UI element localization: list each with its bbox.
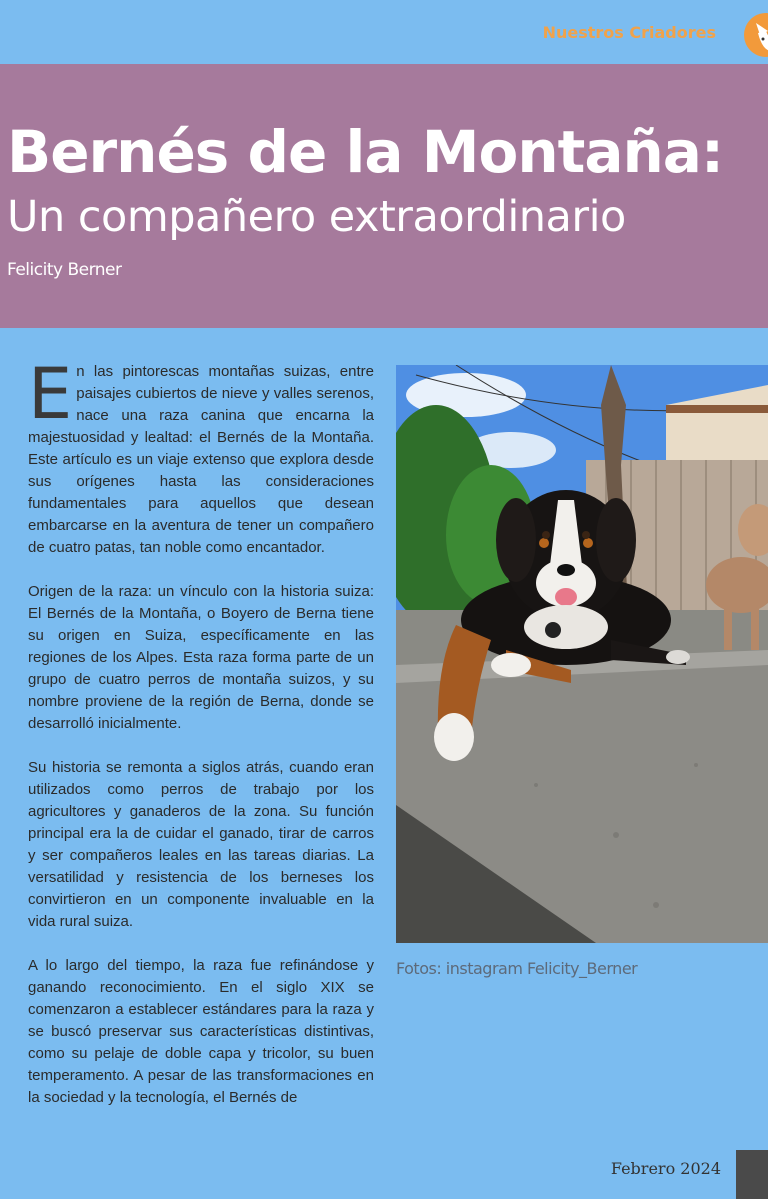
article-author: Felicity Berner — [7, 260, 122, 280]
page-tab — [736, 1150, 768, 1199]
paragraph-1-text: n las pintorescas montañas suizas, entre paisajes cubiertos de nieve y valles serenos, nace una raza canina que encarna la majestuosidad y lealtad: el Bernés de la Montaña. Este artículo es un viaje extenso que explora desde sus orígenes hasta las consideraciones fundamentales para aquellos que desean embarcarse en la aventura de tener un compañero de cuatro patas, tan noble como encantador. — [28, 363, 374, 556]
paragraph-2: Origen de la raza: un vínculo con la historia suiza: El Bernés de la Montaña, o Boyero de Berna tiene su origen en Suiza, específicamente en las regiones de los Alpes. Esta raza forma parte de un grupo de cuatro perros de montaña suizos, y su nombre proviene de la región de Berna, donde se desarrolló inicialmente. — [28, 583, 374, 732]
section-label: Nuestros Criadores — [542, 23, 716, 42]
paragraph-1 — [28, 353, 374, 559]
article-body — [28, 353, 374, 1131]
article-subtitle: Un compañero extraordinario — [7, 192, 626, 242]
drop-cap: E — [28, 353, 73, 435]
paragraph-3: Su historia se remonta a siglos atrás, cuando eran utilizados como perros de trabajo por los agricultores y ganaderos de la zona. Su función principal era la de cuidar el ganado, tirar de carros y ser compañeros leales en las tareas diarias. La versatilidad y resistencia de los berneses los convirtieron en un componente invaluable en la vida rural suiza. — [28, 759, 374, 930]
dog-logo-icon — [744, 13, 768, 57]
dog-photo — [396, 365, 768, 943]
paragraph-4: A lo largo del tiempo, la raza fue refinándose y ganando reconocimiento. En el siglo XIX se comenzaron a establecer estándares para la raza y se buscó preservar sus características distintivas, como su pelaje de doble capa y tricolor, su buen temperamento. A pesar de las transformaciones en la sociedad y la tecnología, el Bernés de — [28, 957, 374, 1106]
photo-caption: Fotos: instagram Felicity_Berner — [396, 959, 638, 978]
footer-date: Febrero 2024 — [610, 1159, 721, 1178]
top-bar — [0, 0, 768, 64]
article-title: Bernés de la Montaña: — [7, 118, 724, 186]
